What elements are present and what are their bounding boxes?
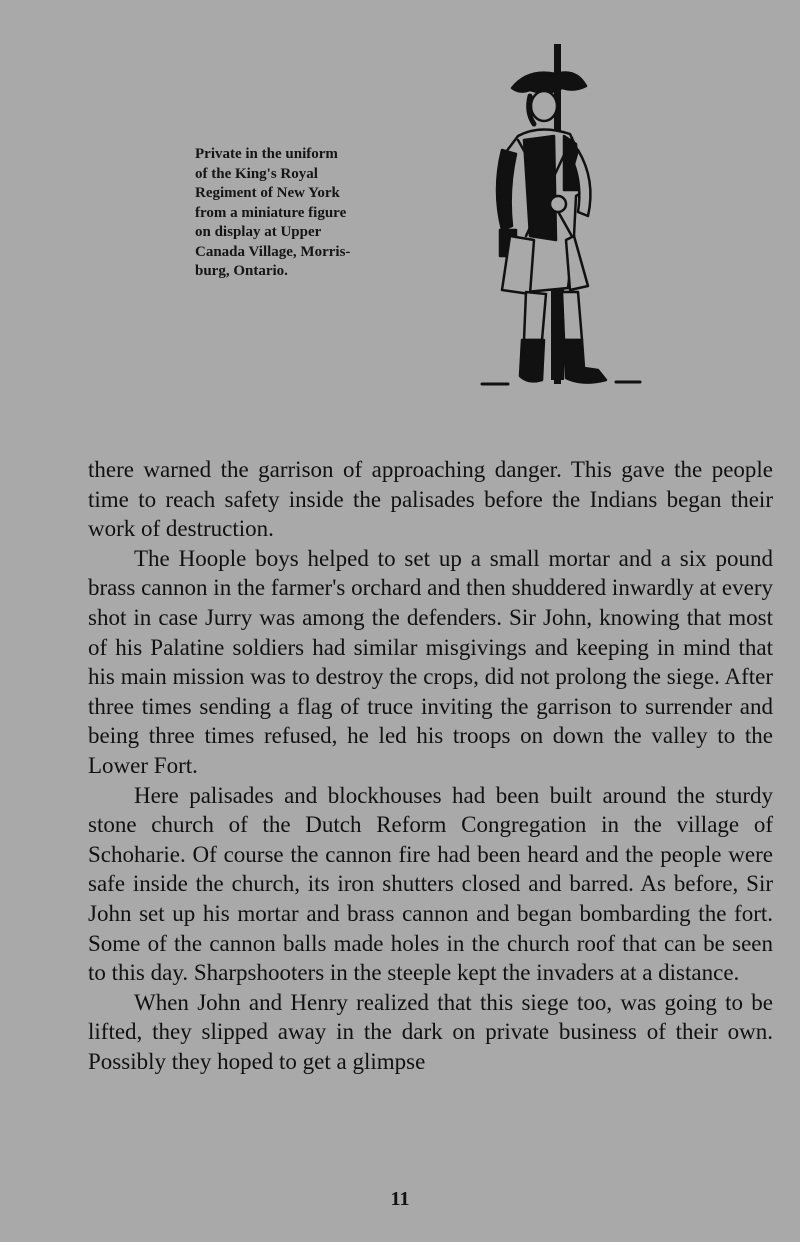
- figure-caption: Private in the uniform of the King's Royal Regiment of New York from a miniature figure on display at Upper Canada Village, Morris- burg, Ontario.: [195, 146, 351, 279]
- paragraph: When John and Henry realized that this siege too, was going to be lifted, they slipped away in the dark on private business of their own. Possibly they hoped to get a glimpse: [88, 989, 773, 1074]
- paragraph: The Hoople boys helped to set up a small mortar and a six pound brass cannon in the farmer's orchard and then shuddered inwardly at every shot in case Jurry was among the defenders. Sir John, knowing that most of his Palatine soldiers had similar misgivings and keeping in mind that his main mission was to destroy the crops, did not prolong the siege. After three times sending a flag of truce inviting the garrison to surrender and being three times refused, he led his troops on down the valley to the Lower Fort.: [88, 545, 773, 778]
- body-text: [88, 455, 773, 1076]
- soldier-figure-icon: [478, 40, 643, 395]
- paragraph: there warned the garrison of approaching danger. This gave the people time to reach safety inside the palisades before the Indians began their work of destruction.: [88, 457, 773, 542]
- paragraph: Here palisades and blockhouses had been built around the sturdy stone church of the Dutch Reform Congregation in the village of Schoharie. Of course the cannon fire had been heard and the people were safe inside the church, its iron shutters closed and barred. As before, Sir John set up his mortar and brass cannon and began bombarding the fort. Some of the cannon balls made holes in the church roof that can be seen to this day. Sharpshooters in the steeple kept the invaders at a distance.: [88, 782, 773, 986]
- page-number: 11: [390, 1188, 410, 1210]
